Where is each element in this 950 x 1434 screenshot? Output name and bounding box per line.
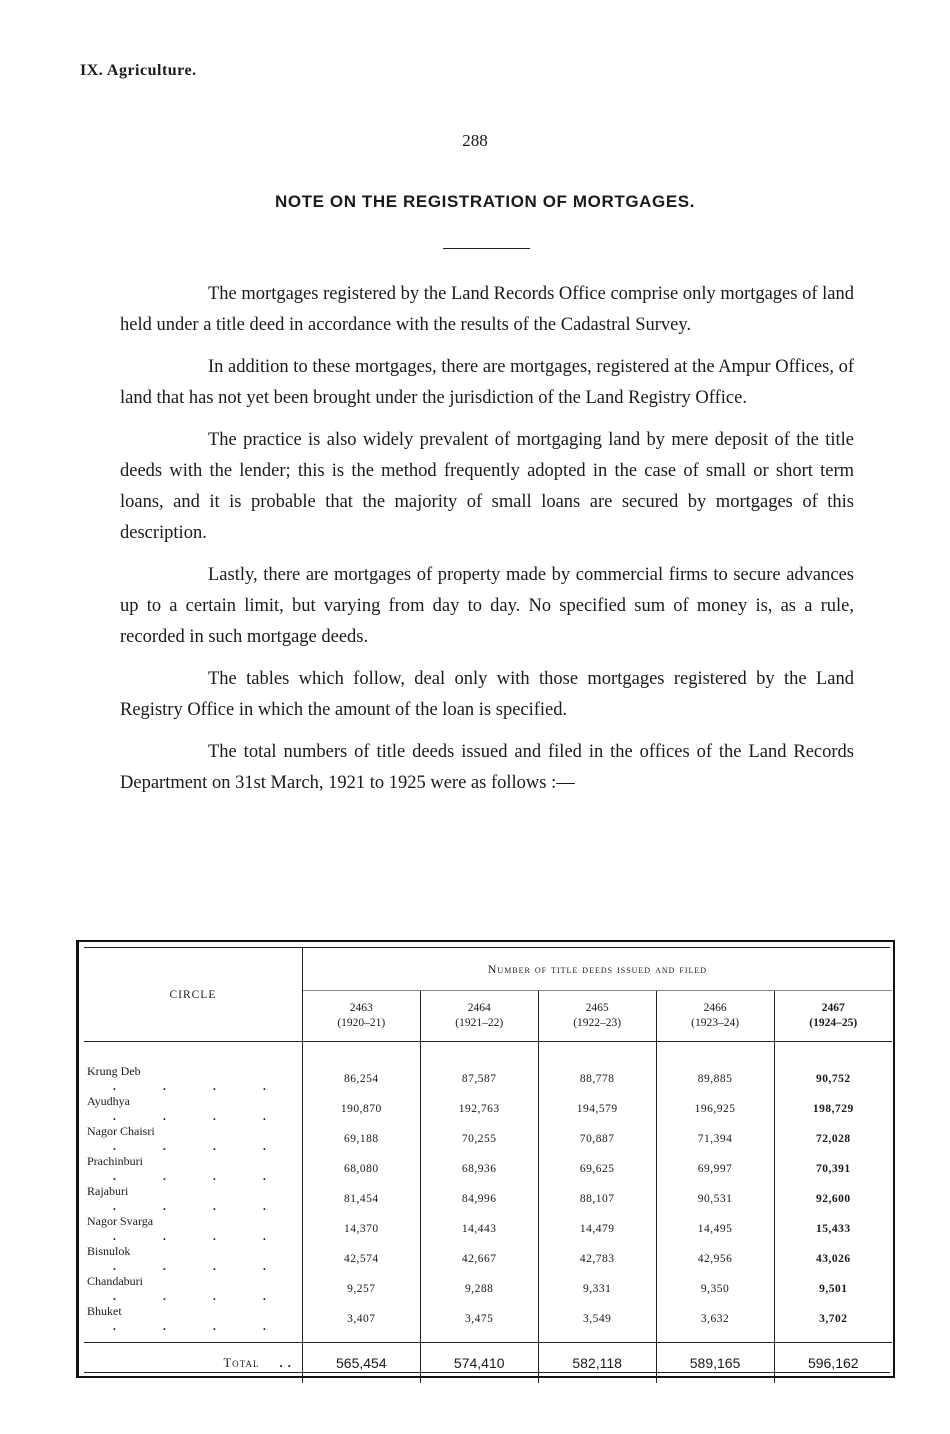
circle-name: Nagor Svarga — [87, 1214, 154, 1228]
value-cell: 192,763 — [420, 1094, 538, 1124]
group-column-header: Number of title deeds issued and filed — [487, 961, 708, 976]
paragraph: The total numbers of title deeds issued and filed in the offices of the Land Records Department on 31st March, 1921 to 1925 were as follows :— — [120, 742, 854, 793]
total-value-cell: 574,410 — [420, 1343, 538, 1384]
year-column-header — [538, 991, 656, 1042]
circle-cell — [84, 1154, 302, 1184]
circle-name: Prachinburi — [87, 1154, 143, 1168]
value-cell: 71,394 — [656, 1124, 774, 1154]
year-column-header — [302, 991, 420, 1042]
page-number: 288 — [462, 131, 488, 150]
document-title: NOTE ON THE REGISTRATION OF MORTGAGES. — [274, 192, 696, 211]
value-cell: 3,549 — [538, 1304, 656, 1334]
spacer-cell — [302, 1334, 420, 1343]
circle-cell — [84, 1064, 302, 1094]
value-cell: 81,454 — [302, 1184, 420, 1214]
year-be: 2463 — [349, 1002, 373, 1014]
table-row — [84, 1094, 892, 1124]
leader-dots: . . — [279, 1355, 292, 1370]
value-cell: 9,331 — [538, 1274, 656, 1304]
circle-cell — [84, 1274, 302, 1304]
value-cell: 198,729 — [774, 1094, 892, 1124]
value-cell: 42,667 — [420, 1244, 538, 1274]
value-cell: 43,026 — [774, 1244, 892, 1274]
value-cell: 70,887 — [538, 1124, 656, 1154]
value-cell: 14,479 — [538, 1214, 656, 1244]
table-row — [84, 1124, 892, 1154]
spacer-row — [84, 1042, 892, 1065]
leader-dots: . . . . — [112, 1229, 288, 1243]
value-cell: 88,778 — [538, 1064, 656, 1094]
year-column-header — [420, 991, 538, 1042]
leader-dots: . . . . — [112, 1139, 288, 1153]
value-cell: 3,702 — [774, 1304, 892, 1334]
value-cell: 3,475 — [420, 1304, 538, 1334]
paragraph: The practice is also widely prevalent of mortgaging land by mere deposit of the title deeds with the lender; this is the method frequently adopted in the case of small or short term loans, and it is probable that the majority of small loans are secured by mortgages of this description. — [120, 430, 854, 543]
spacer-cell — [656, 1334, 774, 1343]
spacer-cell — [774, 1334, 892, 1343]
spacer-cell — [302, 1042, 420, 1065]
value-cell: 68,080 — [302, 1154, 420, 1184]
total-label-cell — [84, 1343, 302, 1384]
circle-name: Rajaburi — [87, 1184, 129, 1198]
spacer-row — [84, 1334, 892, 1343]
value-cell: 42,956 — [656, 1244, 774, 1274]
year-be: 2465 — [585, 1002, 609, 1014]
table-row — [84, 1064, 892, 1094]
value-cell: 9,501 — [774, 1274, 892, 1304]
year-ad: (1921–22) — [455, 1017, 504, 1029]
year-ad: (1922–23) — [573, 1017, 622, 1029]
total-label: Total — [223, 1355, 260, 1370]
circle-name: Ayudhya — [87, 1094, 130, 1108]
year-be: 2466 — [703, 1002, 727, 1014]
value-cell: 42,574 — [302, 1244, 420, 1274]
circle-cell — [84, 1244, 302, 1274]
leader-dots: . . . . — [112, 1199, 288, 1213]
total-value-cell: 565,454 — [302, 1343, 420, 1384]
spacer-cell — [420, 1334, 538, 1343]
value-cell: 3,407 — [302, 1304, 420, 1334]
body-text — [120, 279, 854, 810]
year-be: 2467 — [821, 1002, 845, 1014]
value-cell: 86,254 — [302, 1064, 420, 1094]
table-row — [84, 1244, 892, 1274]
leader-dots: . . . . — [112, 1259, 288, 1273]
year-column-header — [656, 991, 774, 1042]
value-cell: 69,188 — [302, 1124, 420, 1154]
value-cell: 70,391 — [774, 1154, 892, 1184]
circle-name: Krung Deb — [87, 1064, 141, 1078]
leader-dots: . . . . — [112, 1169, 288, 1183]
section-heading: IX. Agriculture. — [80, 62, 197, 79]
value-cell: 69,997 — [656, 1154, 774, 1184]
total-value-cell: 589,165 — [656, 1343, 774, 1384]
value-cell: 88,107 — [538, 1184, 656, 1214]
year-ad: (1924–25) — [809, 1017, 858, 1029]
table-body — [84, 1042, 892, 1384]
table-row — [84, 1214, 892, 1244]
table-row — [84, 1304, 892, 1334]
circle-cell — [84, 1094, 302, 1124]
value-cell: 3,632 — [656, 1304, 774, 1334]
title-deeds-table-frame — [76, 940, 895, 1378]
value-cell: 15,433 — [774, 1214, 892, 1244]
value-cell: 84,996 — [420, 1184, 538, 1214]
spacer-cell — [656, 1042, 774, 1065]
leader-dots: . . . . — [112, 1319, 288, 1333]
leader-dots: . . . . — [112, 1079, 288, 1093]
circle-name: Nagor Chaisri — [87, 1124, 155, 1138]
value-cell: 196,925 — [656, 1094, 774, 1124]
year-ad: (1920–21) — [337, 1017, 386, 1029]
paragraph: The tables which follow, deal only with those mortgages registered by the Land Registry Office in which the amount of the loan is specified. — [120, 669, 854, 720]
leader-dots: . . . . — [112, 1109, 288, 1123]
circle-cell — [84, 1184, 302, 1214]
value-cell: 90,752 — [774, 1064, 892, 1094]
value-cell: 92,600 — [774, 1184, 892, 1214]
value-cell: 194,579 — [538, 1094, 656, 1124]
title-divider — [443, 248, 530, 249]
value-cell: 9,257 — [302, 1274, 420, 1304]
spacer-cell — [538, 1334, 656, 1343]
leader-dots: . . . . — [112, 1289, 288, 1303]
value-cell: 87,587 — [420, 1064, 538, 1094]
value-cell: 9,350 — [656, 1274, 774, 1304]
value-cell: 14,370 — [302, 1214, 420, 1244]
spacer-cell — [84, 1334, 302, 1343]
paragraph: Lastly, there are mortgages of property made by commercial firms to secure advances up to a certain limit, but varying from day to day. No specified sum of money is, as a rule, recorded in such mortgage deeds. — [120, 565, 854, 647]
total-value-cell: 582,118 — [538, 1343, 656, 1384]
circle-name: Chandaburi — [87, 1274, 143, 1288]
value-cell: 190,870 — [302, 1094, 420, 1124]
value-cell: 72,028 — [774, 1124, 892, 1154]
spacer-cell — [84, 1042, 302, 1065]
value-cell: 90,531 — [656, 1184, 774, 1214]
table-row — [84, 1184, 892, 1214]
value-cell: 42,783 — [538, 1244, 656, 1274]
year-column-header — [774, 991, 892, 1042]
value-cell: 68,936 — [420, 1154, 538, 1184]
value-cell: 14,443 — [420, 1214, 538, 1244]
spacer-cell — [774, 1042, 892, 1065]
table-row — [84, 1154, 892, 1184]
paragraph: In addition to these mortgages, there are mortgages, registered at the Ampur Offices, of land that has not yet been brought under the jurisdiction of the Land Registry Office. — [120, 357, 854, 408]
title-deeds-table — [84, 948, 892, 1383]
circle-cell — [84, 1124, 302, 1154]
circle-cell — [84, 1214, 302, 1244]
year-ad: (1923–24) — [691, 1017, 740, 1029]
value-cell: 14,495 — [656, 1214, 774, 1244]
spacer-cell — [420, 1042, 538, 1065]
circle-cell — [84, 1304, 302, 1334]
value-cell: 69,625 — [538, 1154, 656, 1184]
value-cell: 70,255 — [420, 1124, 538, 1154]
circle-name: Bhuket — [87, 1304, 122, 1318]
year-be: 2464 — [467, 1002, 491, 1014]
title-deeds-table-inner — [84, 947, 890, 1373]
circle-column-header: CIRCLE — [84, 948, 302, 1042]
circle-name: Bisnulok — [87, 1244, 131, 1258]
total-row — [84, 1343, 892, 1384]
value-cell: 9,288 — [420, 1274, 538, 1304]
table-row — [84, 1274, 892, 1304]
paragraph: The mortgages registered by the Land Records Office comprise only mortgages of land held under a title deed in accordance with the results of the Cadastral Survey. — [120, 284, 854, 335]
spacer-cell — [538, 1042, 656, 1065]
value-cell: 89,885 — [656, 1064, 774, 1094]
total-value-cell: 596,162 — [774, 1343, 892, 1384]
